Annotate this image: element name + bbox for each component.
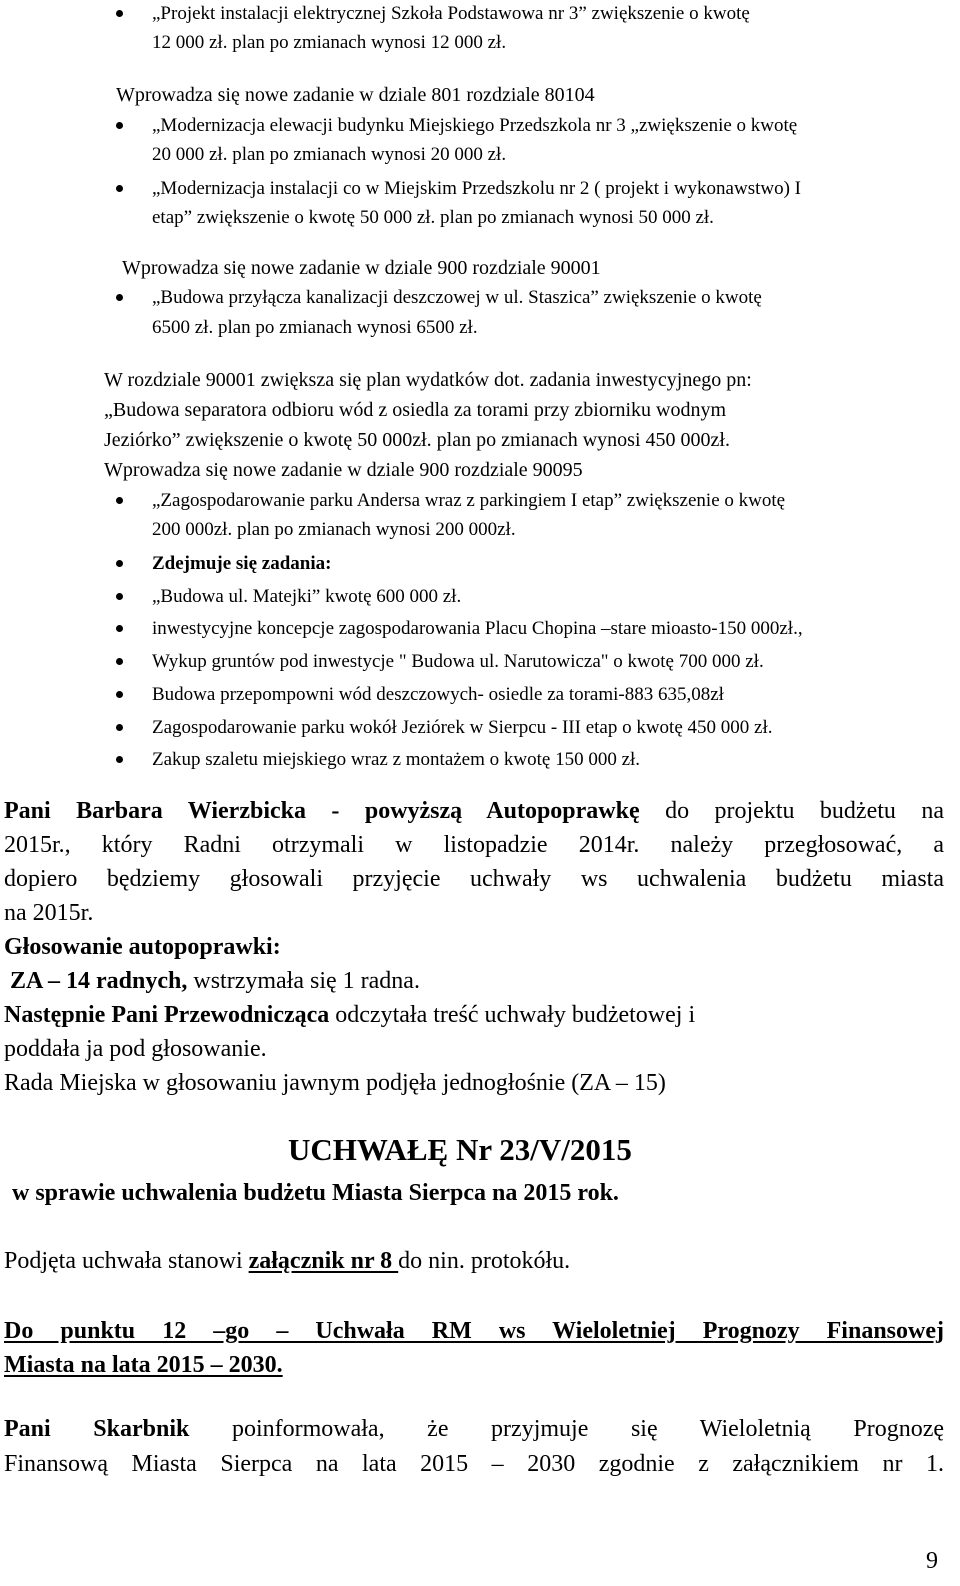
bullet	[116, 691, 123, 698]
paragraph-line: 2015r., który Radni otrzymali w listopadzie 2014r. należy przegłosować, a	[4, 832, 944, 858]
bullet	[116, 497, 123, 504]
list-item: Zdejmuje się zadania:	[152, 553, 332, 574]
text-run: Podjęta uchwała stanowi	[4, 1248, 249, 1274]
list-item-continuation: etap” zwiększenie o kwotę 50 000 zł. plan po zmianach wynosi 50 000 zł.	[152, 207, 714, 228]
bullet	[116, 756, 123, 763]
agenda-item-heading: Do punktu 12 –go – Uchwała RM ws Wieloletniej Prognozy Finansowej	[4, 1318, 944, 1344]
paragraph-line	[4, 1000, 695, 1030]
speaker-name: Następnie Pani Przewodnicząca	[4, 1002, 330, 1028]
list-item: Zakup szaletu miejskiego wraz z montażem o kwotę 150 000 zł.	[152, 749, 641, 770]
paragraph-line: Rada Miejska w głosowaniu jawnym podjęła jednogłośnie (ZA – 15)	[4, 1070, 666, 1096]
bullet	[116, 294, 123, 301]
list-item: Budowa przepompowni wód deszczowych- osiedle za torami-883 635,08zł	[152, 684, 724, 705]
list-item-continuation: 200 000zł. plan po zmianach wynosi 200 000zł.	[152, 519, 516, 540]
paragraph-line: poddała ja pod głosowanie.	[4, 1036, 267, 1062]
attachment-reference: załącznik nr 8	[248, 1248, 399, 1274]
list-item: inwestycyjne koncepcje zagospodarowania Placu Chopina –stare mioasto-150 000zł.,	[152, 618, 803, 639]
list-item: „Budowa przyłącza kanalizacji deszczowej w ul. Staszica” zwiększenie o kwotę	[152, 287, 762, 308]
paragraph-line: „Budowa separatora odbioru wód z osiedla za torami przy zbiorniku wodnym	[104, 399, 727, 421]
vote-result	[10, 966, 420, 996]
section-heading: Wprowadza się nowe zadanie w dziale 801 rozdziale 80104	[116, 84, 595, 106]
bullet	[116, 185, 123, 192]
text-run: odczytała treść uchwały budżetowej i	[329, 1002, 696, 1028]
list-item: „Projekt instalacji elektrycznej Szkoła Podstawowa nr 3” zwiększenie o kwotę	[152, 3, 750, 24]
speaker-name: Pani Skarbnik	[4, 1416, 190, 1442]
list-item: „Zagospodarowanie parku Andersa wraz z parkingiem I etap” zwiększenie o kwotę	[152, 490, 786, 511]
paragraph-line	[4, 1414, 944, 1444]
bullet	[116, 625, 123, 632]
vote-count: ZA – 14 radnych,	[10, 968, 188, 994]
paragraph-line: na 2015r.	[4, 900, 94, 926]
speaker-name: Pani Barbara Wierzbicka - powyższą Autopoprawkę	[4, 798, 640, 824]
text-run: poinformowała, że przyjmuje się Wieloletnią Prognozę	[189, 1416, 945, 1442]
bullet	[116, 560, 123, 567]
list-item: „Modernizacja elewacji budynku Miejskiego Przedszkola nr 3 „zwiększenie o kwotę	[152, 115, 798, 136]
bullet	[116, 724, 123, 731]
text-run: do projektu budżetu na	[639, 798, 944, 824]
section-heading: Wprowadza się nowe zadanie w dziale 900 rozdziale 90095	[104, 459, 583, 481]
resolution-subtitle: w sprawie uchwalenia budżetu Miasta Sierpca na 2015 rok.	[12, 1180, 619, 1206]
list-item: Zagospodarowanie parku wokół Jeziórek w Sierpcu - III etap o kwotę 450 000 zł.	[152, 717, 773, 738]
list-item-continuation: 20 000 zł. plan po zmianach wynosi 20 000 zł.	[152, 144, 507, 165]
text-run: wstrzymała się 1 radna.	[187, 968, 420, 994]
paragraph-line: dopiero będziemy głosowali przyjęcie uchwały ws uchwalenia budżetu miasta	[4, 866, 944, 892]
bullet	[116, 122, 123, 129]
paragraph-line	[4, 1246, 570, 1276]
list-item-continuation: 12 000 zł. plan po zmianach wynosi 12 000 zł.	[152, 32, 507, 53]
agenda-item-heading: Miasta na lata 2015 – 2030.	[4, 1352, 283, 1378]
paragraph-line: Jeziórko” zwiększenie o kwotę 50 000zł. plan po zmianach wynosi 450 000zł.	[104, 429, 730, 451]
list-item-continuation: 6500 zł. plan po zmianach wynosi 6500 zł.	[152, 317, 478, 338]
bullet	[116, 658, 123, 665]
text-run: do nin. protokółu.	[398, 1248, 571, 1274]
resolution-title: UCHWAŁĘ Nr 23/V/2015	[288, 1132, 632, 1167]
bullet	[116, 10, 123, 17]
paragraph-line: Finansową Miasta Sierpca na lata 2015 – 2030 zgodnie z załącznikiem nr 1.	[4, 1451, 944, 1477]
paragraph-line	[4, 796, 944, 826]
page-number: 9	[926, 1548, 938, 1574]
list-item: „Budowa ul. Matejki” kwotę 600 000 zł.	[152, 586, 462, 607]
vote-heading: Głosowanie autopoprawki:	[4, 934, 281, 960]
bullet	[116, 593, 123, 600]
list-item: Wykup gruntów pod inwestycje " Budowa ul. Narutowicza" o kwotę 700 000 zł.	[152, 651, 764, 672]
list-item: „Modernizacja instalacji co w Miejskim Przedszkolu nr 2 ( projekt i wykonawstwo) I	[152, 178, 801, 199]
paragraph-line: W rozdziale 90001 zwiększa się plan wydatków dot. zadania inwestycyjnego pn:	[104, 369, 752, 391]
section-heading: Wprowadza się nowe zadanie w dziale 900 rozdziale 90001	[122, 257, 601, 279]
